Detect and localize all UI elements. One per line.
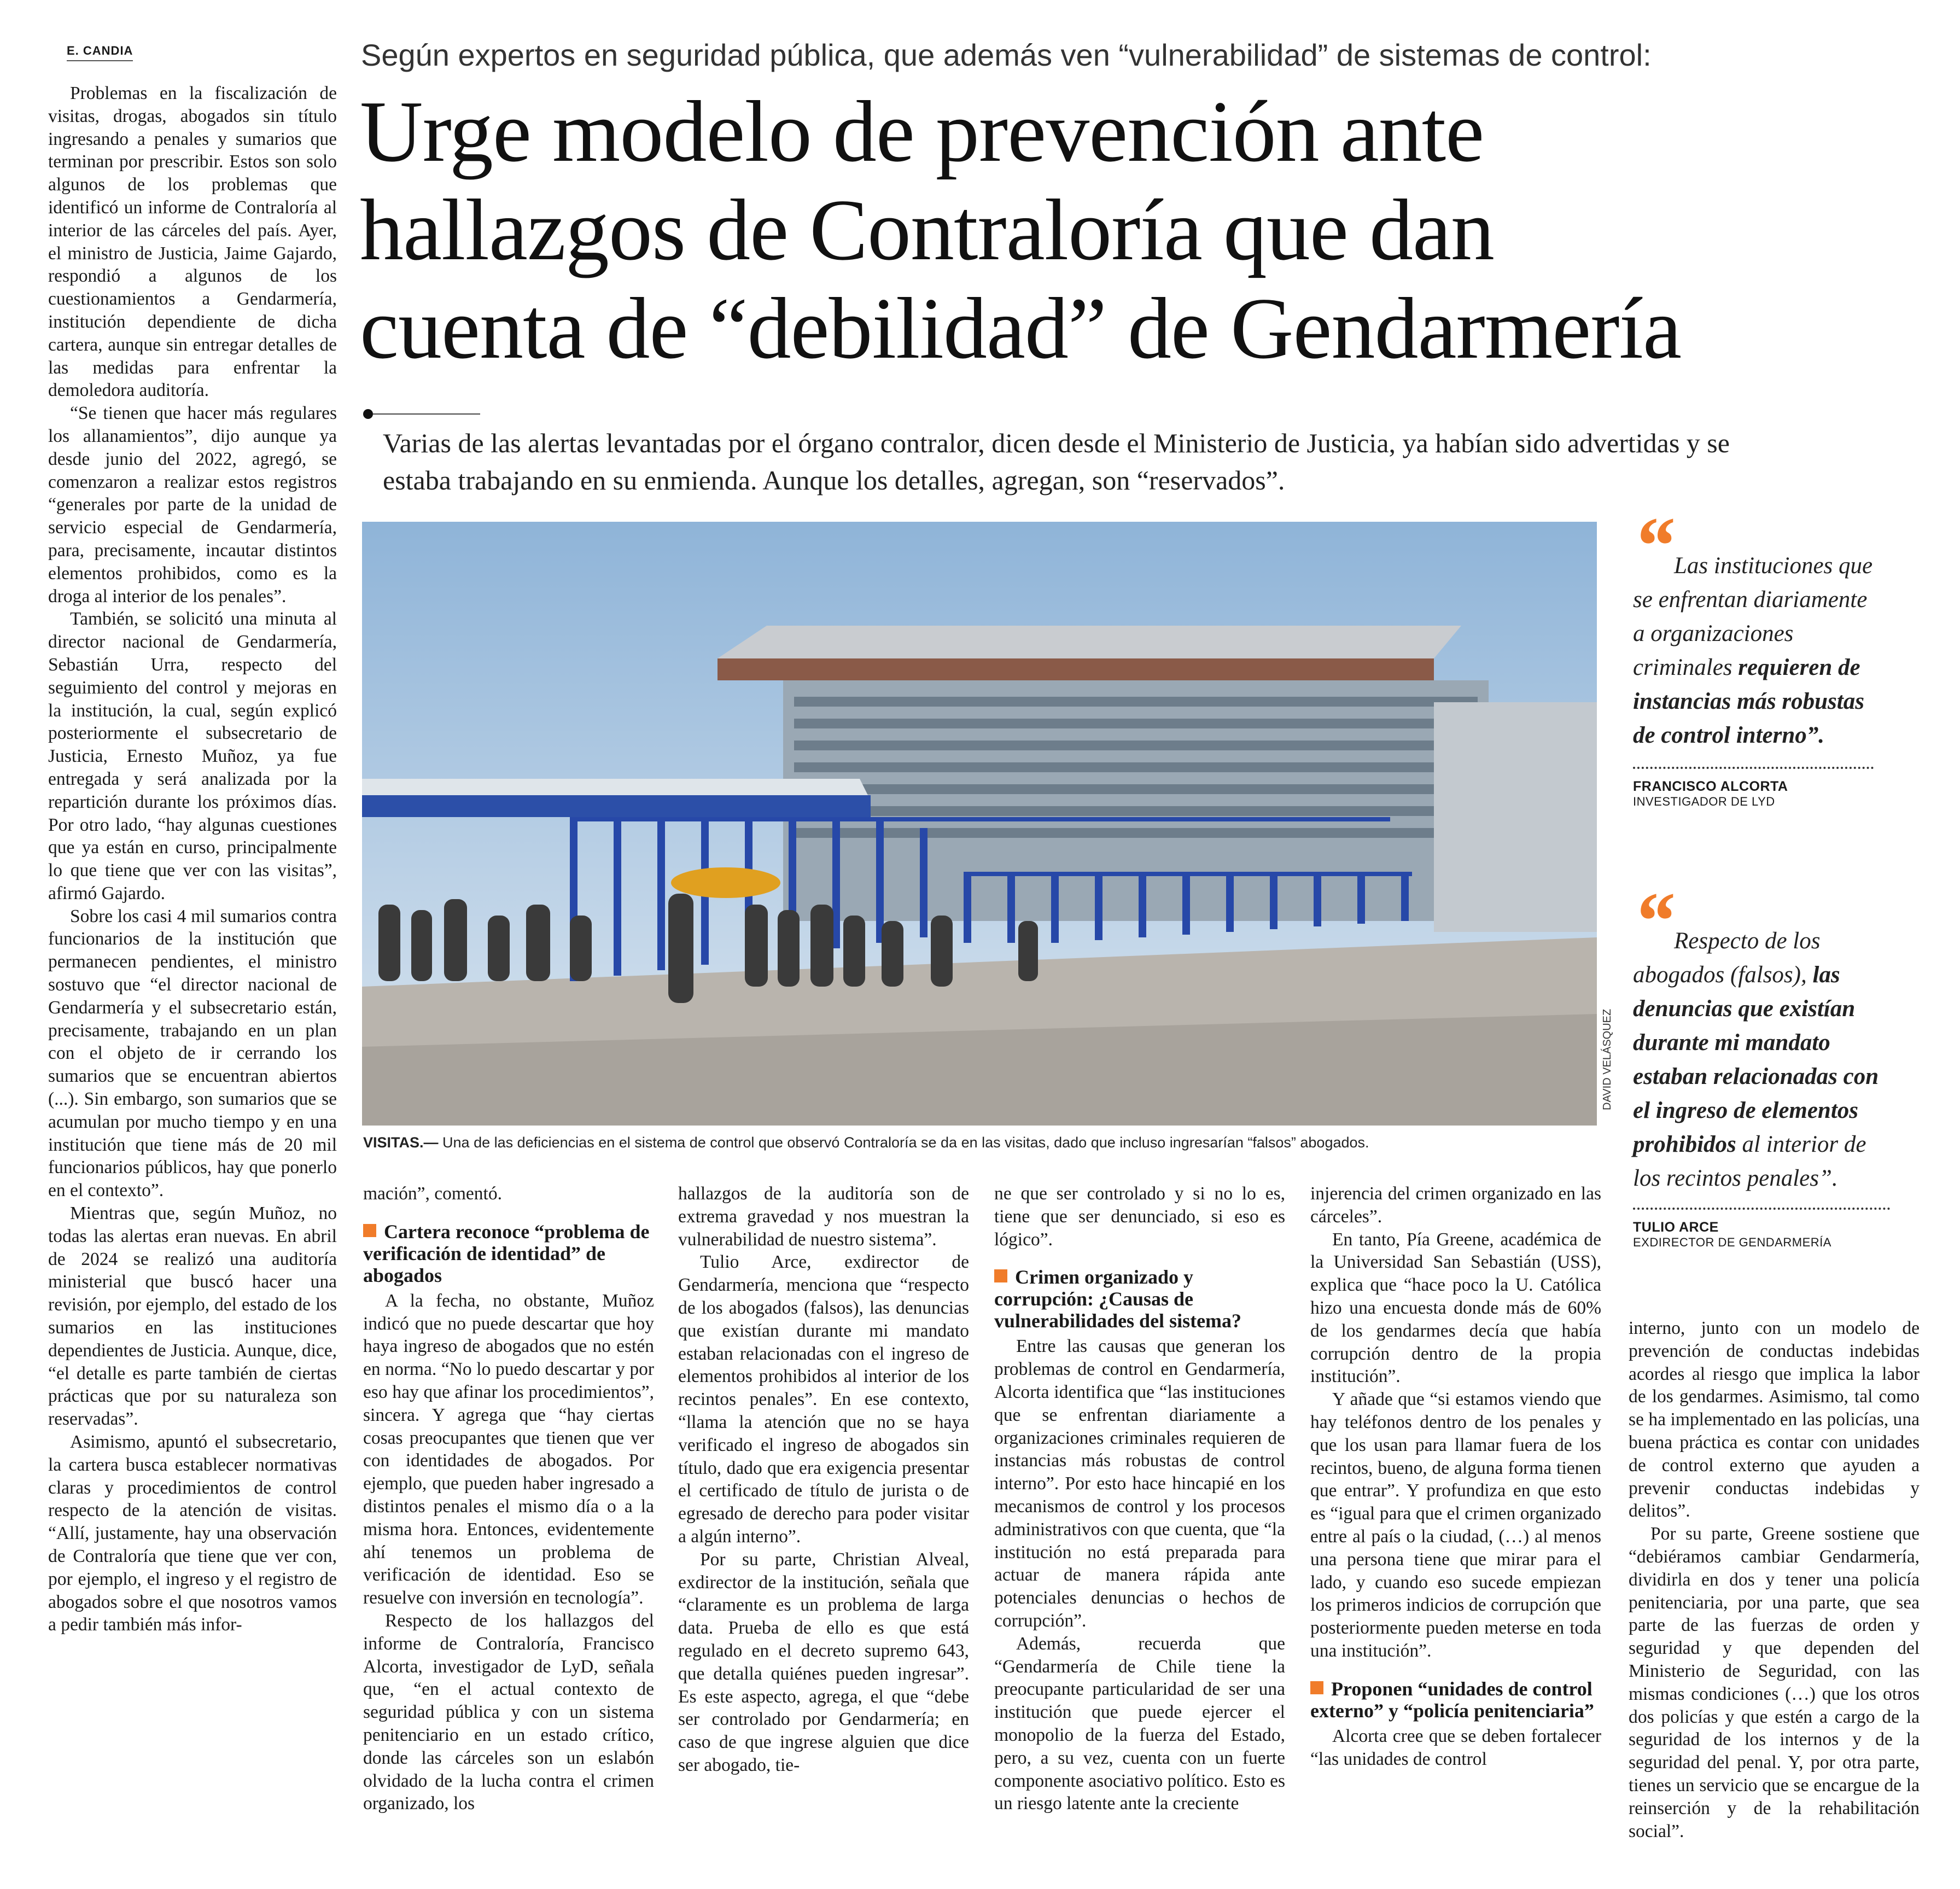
deck-rule [373, 413, 480, 415]
paragraph: Además, recuerda que “Gendarmería de Chile tiene la preocupante particularidad de ser una institución que puede ejercer el monopolio de la fuerza del Estado, pero, a su vez, cuenta con un fuerte componente asociativo político. Esto es un riesgo latente ante la creciente [994, 1633, 1285, 1814]
quote-mark-icon: “ [1633, 876, 1674, 966]
kicker: Según expertos en seguridad pública, que además ven “vulnerabilidad” de sistemas de control: [361, 38, 1652, 72]
paragraph: Alcorta cree que se deben fortalecer “las unidades de control [1310, 1725, 1601, 1769]
byline: E. CANDIA [67, 44, 133, 61]
square-bullet-icon [363, 1224, 376, 1237]
column-4 [994, 1182, 1285, 1815]
divider [1633, 767, 1874, 769]
photo [362, 522, 1597, 1126]
headline-line-2: hallazgos de Contraloría que dan [360, 181, 1494, 278]
caption-label: VISITAS.— [363, 1134, 439, 1151]
photo-caption [363, 1133, 1369, 1152]
paragraph: Por su parte, Christian Alveal, exdirector de la institución, señala que “claramente es un problema de larga data. Prueba de ello es que está regulado en el decreto supremo 643, que detalla quiénes pueden ingresar”. Es este aspecto, agrega, el que “debe ser controlado por Gendarmería; en caso de que ingrese alguien que dice ser abogado, tie- [678, 1549, 969, 1775]
paragraph: Problemas en la fiscalización de visitas, drogas, abogados sin título ingresando a penales y sumarios que terminan por prescribir. Estos son solo algunos de los problemas que identificó un informe de Contraloría al interior de las cárceles del país. Ayer, el ministro de Justicia, Jaime Gajardo, respondió a algunos de los cuestionamientos a Gendarmería, institución dependiente de dicha cartera, aunque sin entregar detalles de las medidas para enfrentar la demoledora auditoría. [48, 83, 337, 401]
photo-illustration [362, 522, 1597, 1126]
column-3 [678, 1182, 969, 1777]
column-5 [1310, 1182, 1601, 1770]
paragraph: interno, junto con un modelo de prevención de conductas indebidas acordes al riesgo que implica la labor de los gendarmes. Asimismo, tal como se ha implementado en las policías, una buena práctica es contar con unidades de control externo que ayuden a prevenir conductas indebidas y delitos”. [1629, 1318, 1920, 1521]
deck: Varias de las alertas levantadas por el órgano contralor, dicen desde el Ministerio de Justicia, ya habían sido advertidas y se estaba trabajando en su enmienda. Aunque los detalles, agregan, son “reservados”. [383, 428, 1730, 495]
subhead-3 [1310, 1678, 1601, 1722]
quote-author: TULIO ARCE [1633, 1220, 1719, 1235]
quote-text: Las instituciones que se enfrentan diariamente a organizaciones criminales [1633, 553, 1873, 680]
quote-author: FRANCISCO ALCORTA [1633, 779, 1788, 794]
headline-line-3: cuenta de “debilidad” de Gendarmería [360, 279, 1682, 377]
subhead-1 [363, 1221, 654, 1286]
headline [360, 82, 1681, 377]
subhead-2 [994, 1266, 1285, 1332]
deck-bullet [363, 409, 373, 419]
paragraph: Sobre los casi 4 mil sumarios contra funcionarios de la institución que permanecen pendientes, el ministro sostuvo que “el director nacional de Gendarmería y el subsecretario están, precisamente, trabajando en un plan con el objeto de ir cerrando los sumarios que se encuentran abiertos (...). Sin embargo, son sumarios que se acumulan por mucho tiempo y en una institución que tiene más de 20 mil funcionarios públicos, hay que ponerlo en el contexto”. [48, 906, 337, 1201]
pull-quote-1 [1633, 500, 1874, 809]
paragraph: A la fecha, no obstante, Muñoz indicó que no puede descartar que hoy haya ingreso de abogados que no estén en norma. “No lo puedo descartar y por eso hay que afinar los procedimientos”, sincera. Y agrega que “hay ciertas cosas preocupantes que tienen que ver con identidades de abogados. Por ejemplo, que pueden haber ingresado a distintos penales el mismo día o a la misma hora. Entonces, evidentemente ahí tenemos un problema de verificación de identidad. Eso se resuelve con inversión en tecnología”. [363, 1290, 654, 1608]
pull-quote-2 [1633, 876, 1890, 1250]
subhead-text: Cartera reconoce “problema de verificación de identidad” de abogados [363, 1220, 650, 1286]
column-6 [1629, 1317, 1920, 1843]
paragraph: Y añade que “si estamos viendo que hay teléfonos dentro de los penales y que los usan para llamar fuera de los recintos, bueno, de alguna forma tienen que entrar”. Y profundiza en que esto es “igual para que el crimen organizado entre al país o la ciudad, (…) al menos una persona tiene que mirar para el lado, y cuando eso sucede empiezan los primeros indicios de corrupción que posteriormente pueden meterse en toda una institución”. [1310, 1389, 1601, 1661]
paragraph: Entre las causas que generan los problemas de control en Gendarmería, Alcorta identifica que “las instituciones que se enfrentan diariamente a organizaciones criminales requieren de instancias más robustas de control interno”. Por esto hace hincapié en los mecanismos de control y los procesos administrativos con que cuenta, que “la institución no está preparada para actuar de manera rápida ante potenciales denuncias o hechos de corrupción”. [994, 1336, 1285, 1631]
photo-credit: DAVID VELÁSQUEZ [1601, 1008, 1613, 1110]
paragraph: mación”, comentó. [363, 1183, 502, 1204]
paragraph: También, se solicitó una minuta al director nacional de Gendarmería, Sebastián Urra, respecto del seguimiento del control y mejoras en la institución, la cual, según explicó posteriormente el subsecretario de Justicia, Ernesto Muñoz, ya fue entregada y será analizada por la repartición durante los próximos días. Por otro lado, “hay algunas cuestiones que ya están en curso, principalmente lo que tiene que ver con las visitas”, afirmó Gajardo. [48, 609, 337, 903]
paragraph: En tanto, Pía Greene, académica de la Universidad San Sebastián (USS), explica que “hace poco la U. Católica hizo una encuesta donde más de 60% de los gendarmes decía que había corrupción dentro de la propia institución”. [1310, 1229, 1601, 1387]
paragraph: “Se tienen que hacer más regulares los allanamientos”, dijo aunque ya desde junio del 2022, agregó, se comenzaron a realizar estos registros “generales por parte de la unidad de servicio especial de Gendarmería, para, precisamente, incautar distintos elementos prohibidos, como es la droga al interior de los penales”. [48, 403, 337, 607]
column-2 [363, 1182, 654, 1815]
headline-line-1: Urge modelo de prevención ante [360, 83, 1484, 180]
quote-role: EXDIRECTOR DE GENDARMERÍA [1633, 1235, 1831, 1249]
quote-role: INVESTIGADOR DE LYD [1633, 795, 1775, 808]
paragraph: Respecto de los hallazgos del informe de Contraloría, Francisco Alcorta, investigador de LyD, señala que, “en el actual contexto de seguridad pública y con un sistema penitenciario en un estado crítico, donde las cárceles son un eslabón olvidado de la lucha contra el crimen organizado, los [363, 1610, 654, 1814]
paragraph: hallazgos de la auditoría son de extrema gravedad y nos muestran la vulnerabilidad de nuestro sistema”. [678, 1183, 969, 1250]
square-bullet-icon [994, 1269, 1007, 1282]
subhead-text: Crimen organizado y corrupción: ¿Causas de vulnerabilidades del sistema? [994, 1266, 1242, 1332]
quote-mark-icon: “ [1633, 500, 1674, 591]
column-1 [48, 82, 337, 1636]
subhead-text: Proponen “unidades de control externo” y “policía penitenciaria” [1310, 1677, 1594, 1722]
paragraph: Por su parte, Greene sostiene que “debiéramos cambiar Gendarmería, dividirla en dos y tener una policía penitenciaria, por una parte, que sea parte de las fuerzas de orden y seguridad y que dependen del Ministerio de Seguridad, con las mismas condiciones (…) que los otros dos policías y que estén a cargo de la seguridad de los internos y de la seguridad del penal. Y, por otra parte, tienes un servicio que se encargue de la reinserción y de la rehabilitación social”. [1629, 1524, 1920, 1841]
paragraph: ne que ser controlado y si no lo es, tiene que ser denunciado, si eso es lógico”. [994, 1183, 1285, 1250]
quote-text-after: al interior de los recintos penales”. [1633, 1132, 1866, 1191]
paragraph: injerencia del crimen organizado en las cárceles”. [1310, 1183, 1601, 1227]
quote-text-bold: las denuncias que existían durante mi mandato estaban relacionadas con el ingreso de elementos prohibidos [1633, 962, 1879, 1157]
quote-text: Respecto de los abogados (falsos), [1633, 928, 1821, 988]
divider [1633, 1208, 1890, 1210]
paragraph: Tulio Arce, exdirector de Gendarmería, menciona que “respecto de los abogados (falsos), las denuncias que existían durante mi mandato estaban relacionadas con el ingreso de elementos prohibidos al interior de los recintos penales”. En ese contexto, “llama la atención que no se haya verificado el ingreso de abogados sin título, dado que era exigencia presentar el certificado de título de jurista o de egresado de derecho para poder visitar a algún interno”. [678, 1252, 969, 1547]
paragraph: Asimismo, apuntó el subsecretario, la cartera busca establecer normativas claras y procedimientos de control respecto de la atención de visitas. “Allí, justamente, hay una observación de Contraloría que tiene que ver con, por ejemplo, el ingreso y el registro de abogados sobre el que nosotros vamos a pedir también más infor- [48, 1432, 337, 1635]
quote-text-bold: requieren de instancias más robustas de control interno”. [1633, 655, 1864, 748]
caption-text: Una de las deficiencias en el sistema de control que observó Contraloría se da en las visitas, dado que incluso ingresarían “falsos” abogados. [438, 1134, 1369, 1151]
paragraph: Mientras que, según Muñoz, no todas las alertas eran nuevas. En abril de 2024 se realizó una auditoría ministerial que buscó hacer una revisión, por ejemplo, del estado de los sumarios en las instituciones dependientes de Justicia. Aunque, dice, “el detalle es parte también de ciertas prácticas que por su naturaleza son reservadas”. [48, 1203, 337, 1430]
square-bullet-icon [1310, 1681, 1323, 1694]
